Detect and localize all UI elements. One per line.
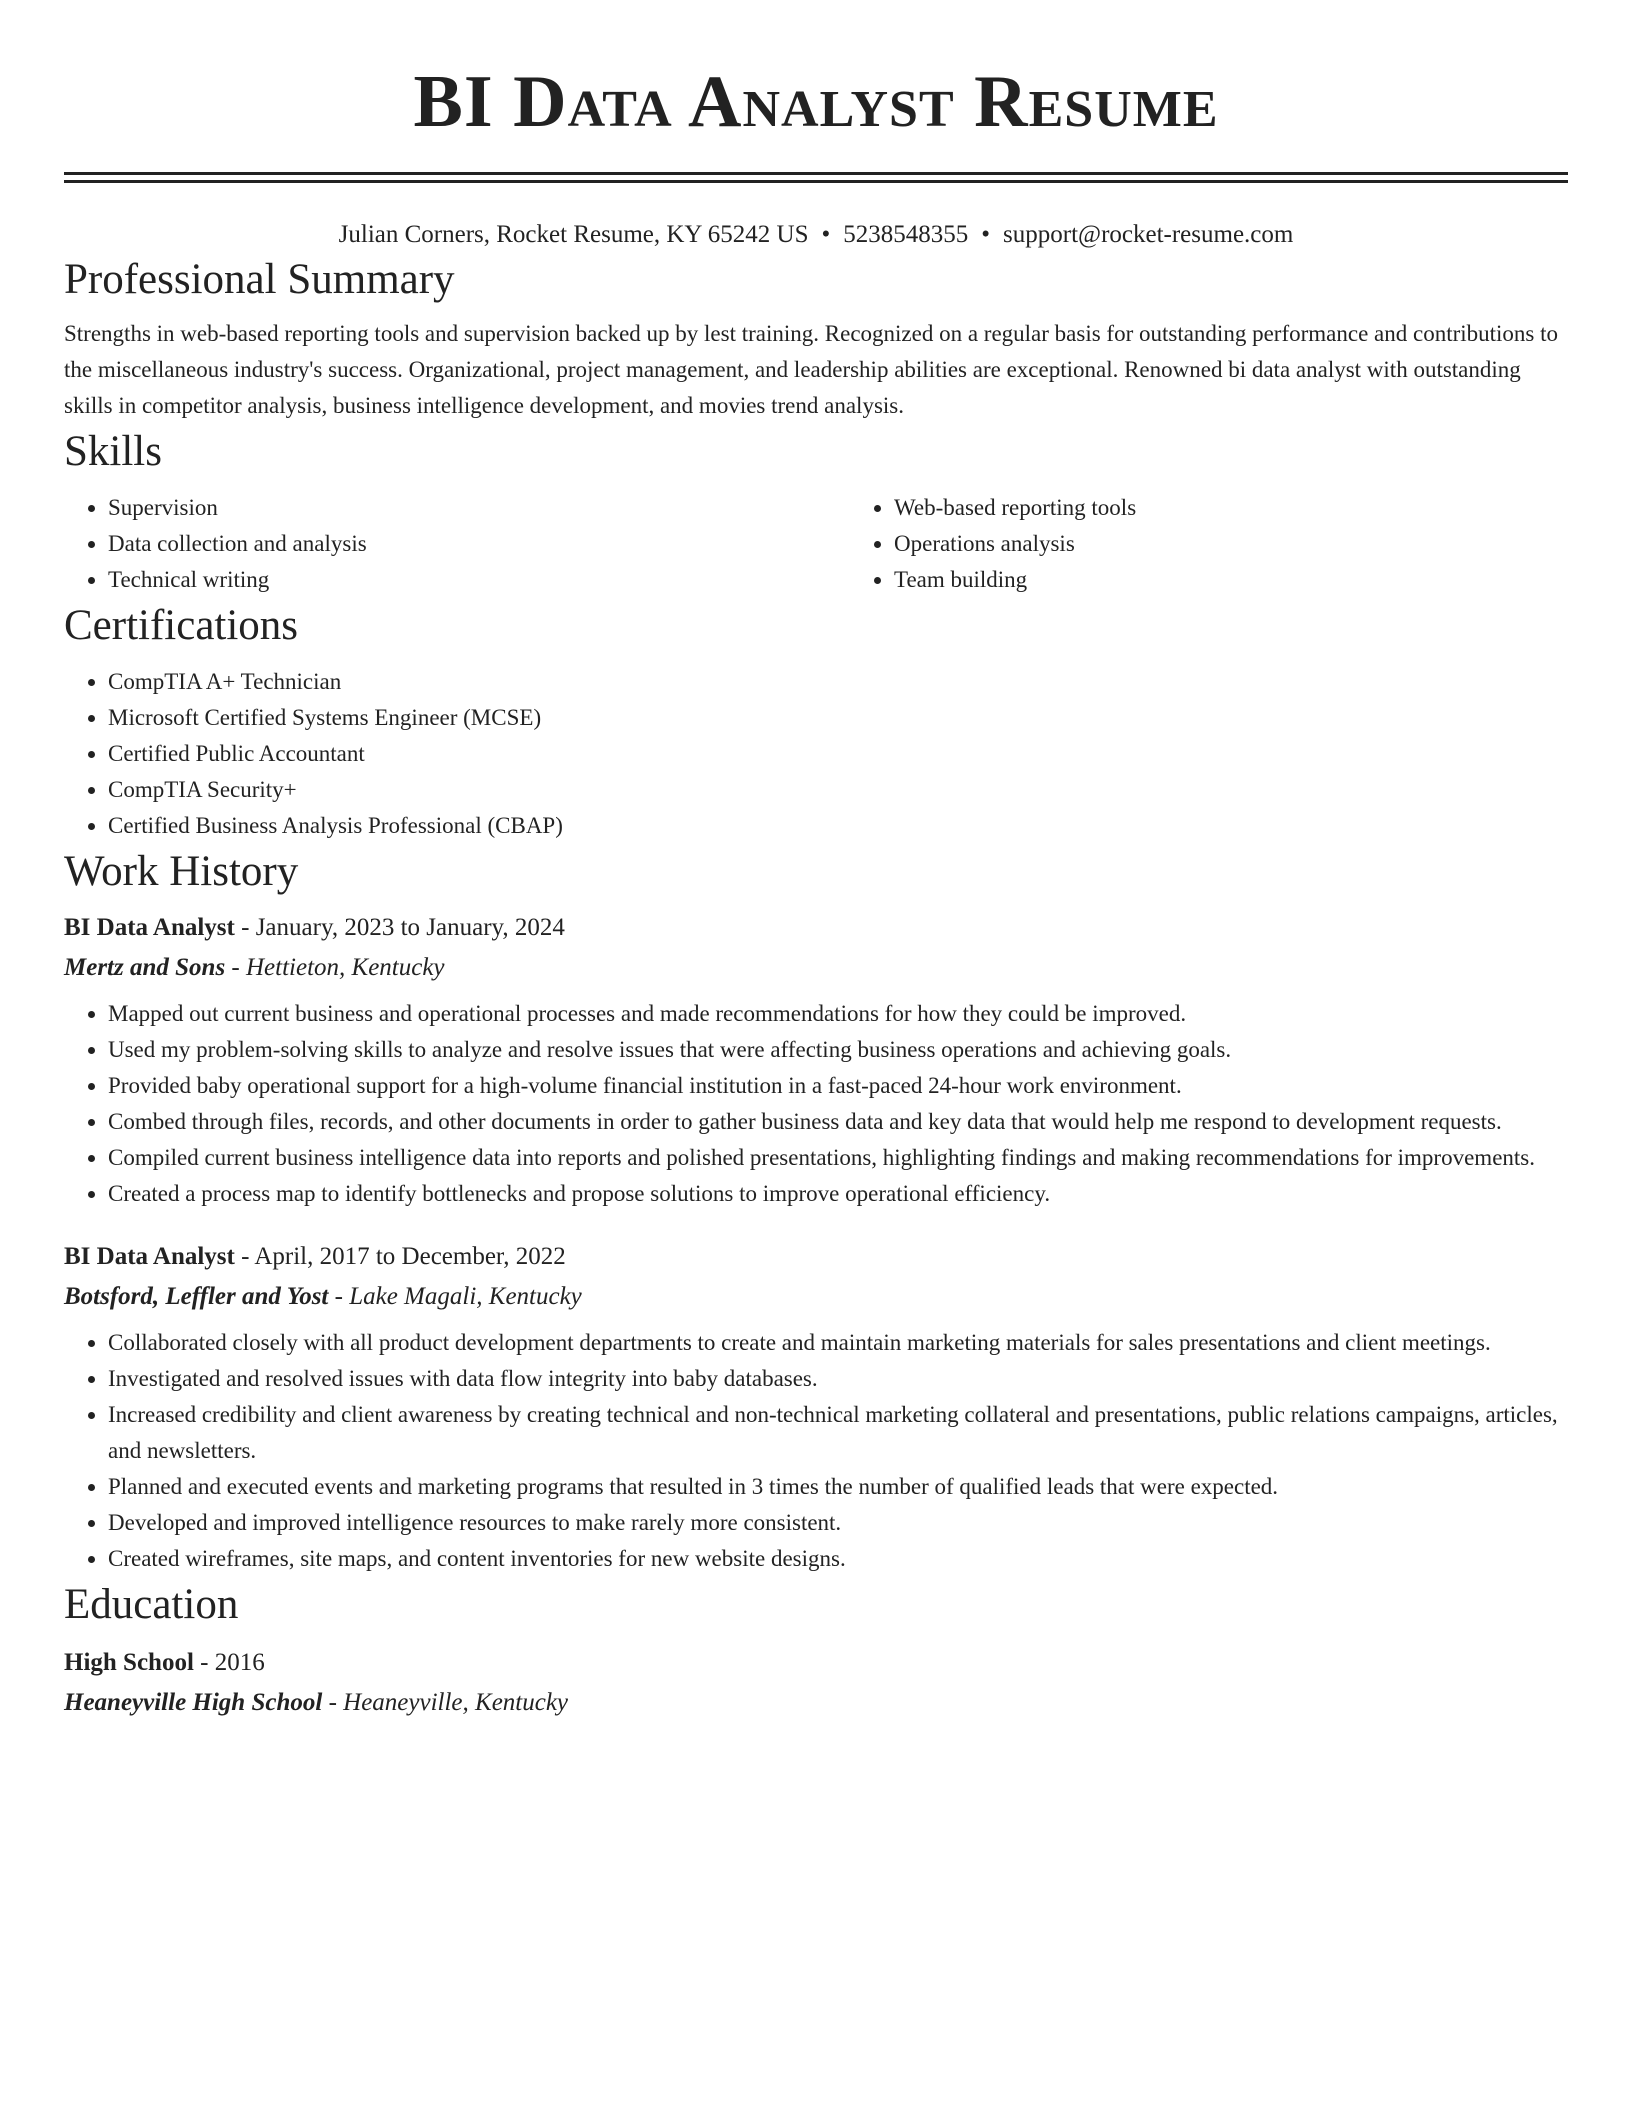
skill-item: • Team building <box>894 562 1632 598</box>
skills-list-right <box>850 490 1632 598</box>
certification-item: • Certified Business Analysis Professional (CBAP) <box>108 808 1568 844</box>
skills-grid <box>64 490 1568 598</box>
education-section <box>64 1577 1568 1723</box>
job-bullet: • Combed through files, records, and other documents in order to gather business data and key data that would help me respond to development requests. <box>108 1104 1568 1140</box>
certification-item: • CompTIA A+ Technician <box>108 664 1568 700</box>
skills-list-left <box>64 490 850 598</box>
job-header <box>64 1237 1568 1277</box>
summary-heading: Professional Summary <box>64 256 455 303</box>
education-header <box>64 1643 1568 1683</box>
work-history-heading: Work History <box>64 848 299 895</box>
education-entry <box>64 1643 1568 1723</box>
contact-line <box>64 218 1568 252</box>
contact-separator: • <box>821 221 831 248</box>
education-year: - 2016 <box>193 1649 265 1676</box>
certification-item: • CompTIA Security+ <box>108 772 1568 808</box>
job-bullets <box>64 1325 1568 1577</box>
job-company-line <box>64 1277 1568 1317</box>
job-entry <box>64 908 1568 1212</box>
job-bullet: • Compiled current business intelligence data into reports and polished presentations, highlighting findings and making recommendations for improvements. <box>108 1140 1568 1176</box>
job-bullet: • Investigated and resolved issues with data flow integrity into baby databases. <box>108 1361 1568 1397</box>
job-company-line <box>64 948 1568 988</box>
certifications-section <box>64 598 1568 844</box>
job-bullet: • Planned and executed events and marketing programs that resulted in 3 times the number of qualified leads that were expected. <box>108 1469 1568 1505</box>
education-degree: High School <box>64 1649 194 1676</box>
certifications-list <box>64 664 1568 844</box>
job-bullet: • Increased credibility and client awareness by creating technical and non-technical marketing collateral and presentations, public relations campaigns, articles, and newsletters. <box>108 1397 1568 1469</box>
job-bullets <box>64 996 1568 1212</box>
work-history-section <box>64 844 1568 1577</box>
job-company: Mertz and Sons <box>64 954 226 981</box>
job-bullet: • Developed and improved intelligence resources to make rarely more consistent. <box>108 1505 1568 1541</box>
job-dates: - April, 2017 to December, 2022 <box>234 1243 566 1270</box>
job-bullet: • Collaborated closely with all product development departments to create and maintain marketing materials for sales presentations and client meetings. <box>108 1325 1568 1361</box>
summary-section <box>64 252 1568 424</box>
contact-address: Julian Corners, Rocket Resume, KY 65242 US <box>338 221 809 248</box>
skill-item: • Supervision <box>108 490 850 526</box>
skills-section <box>64 424 1568 598</box>
resume-title: BI Data Analyst Resume <box>413 61 1219 143</box>
job-bullet: • Mapped out current business and operational processes and made recommendations for how they could be improved. <box>108 996 1568 1032</box>
contact-email: support@rocket-resume.com <box>1003 221 1294 248</box>
job-bullet: • Used my problem-solving skills to analyze and resolve issues that were affecting business operations and achieving goals. <box>108 1032 1568 1068</box>
skill-item: • Data collection and analysis <box>108 526 850 562</box>
summary-text: Strengths in web-based reporting tools and supervision backed up by lest training. Recognized on a regular basis for outstanding performance and contributions to the miscellaneous industry's success. Organizational, project management, and leadership abilities are exceptional. Renowned bi data analyst with outstanding skills in competitor analysis, business intelligence development, and movies trend analysis. <box>64 321 1559 418</box>
job-location: - Lake Magali, Kentucky <box>328 1283 582 1310</box>
education-heading: Education <box>64 1581 239 1628</box>
contact-phone: 5238548355 <box>843 221 969 248</box>
certification-item: • Microsoft Certified Systems Engineer (MCSE) <box>108 700 1568 736</box>
certifications-heading: Certifications <box>64 602 299 649</box>
job-bullet: • Created wireframes, site maps, and content inventories for new website designs. <box>108 1541 1568 1577</box>
certification-item: • Certified Public Accountant <box>108 736 1568 772</box>
job-role: BI Data Analyst <box>64 1243 235 1270</box>
job-header <box>64 908 1568 948</box>
skill-item: • Web-based reporting tools <box>894 490 1632 526</box>
job-dates: - January, 2023 to January, 2024 <box>234 914 565 941</box>
education-school: Heaneyville High School <box>64 1689 323 1716</box>
job-entry <box>64 1237 1568 1577</box>
contact-separator: • <box>981 221 991 248</box>
job-bullet: • Provided baby operational support for a high-volume financial institution in a fast-paced 24-hour work environment. <box>108 1068 1568 1104</box>
job-role: BI Data Analyst <box>64 914 235 941</box>
job-company: Botsford, Leffler and Yost <box>64 1283 329 1310</box>
job-location: - Hettieton, Kentucky <box>225 954 445 981</box>
job-bullet: • Created a process map to identify bottlenecks and propose solutions to improve operational efficiency. <box>108 1176 1568 1212</box>
skill-item: • Technical writing <box>108 562 850 598</box>
education-school-line <box>64 1683 1568 1723</box>
education-location: - Heaneyville, Kentucky <box>322 1689 569 1716</box>
skills-heading: Skills <box>64 428 162 475</box>
title-double-rule <box>64 172 1568 183</box>
skill-item: • Operations analysis <box>894 526 1632 562</box>
